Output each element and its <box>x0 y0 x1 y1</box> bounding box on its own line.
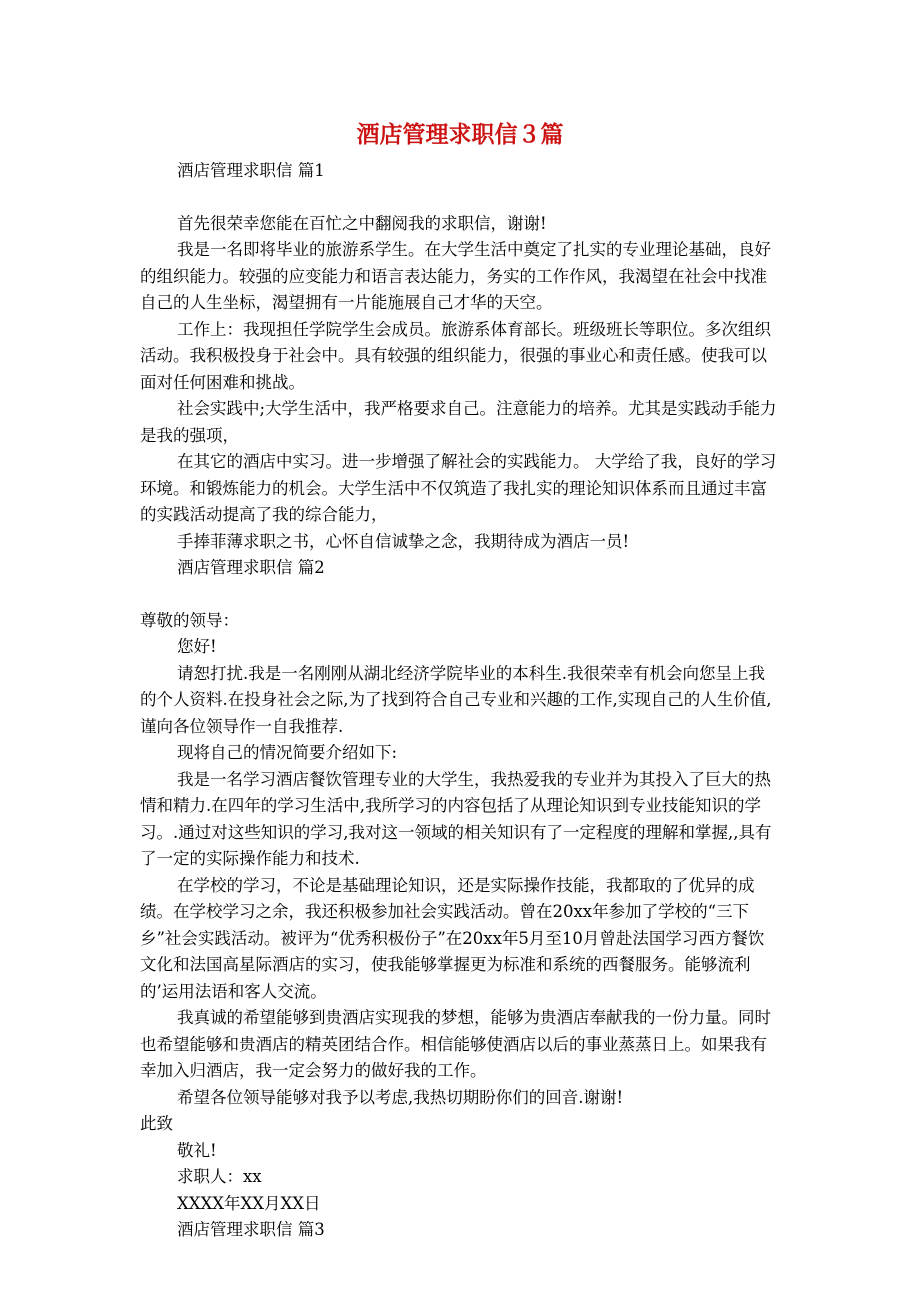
paragraph-social-practice: 社会实践中;大学生活中，我严格要求自己。注意能力的培养。尤其是实践动手能力是我的强项， <box>140 399 777 445</box>
document-body <box>140 158 780 1244</box>
section-heading-3: 酒店管理求职信 篇3 <box>177 1220 325 1239</box>
paragraph-greeting-thanks: 首先很荣幸您能在百忙之中翻阅我的求职信，谢谢! <box>177 213 547 233</box>
applicant-name: 求职人：xx <box>177 1167 262 1186</box>
section-heading-1: 酒店管理求职信 篇1 <box>177 161 325 180</box>
closing-jingli: 敬礼! <box>177 1140 217 1160</box>
paragraph-major: 我是一名学习酒店餐饮管理专业的大学生，我热爱我的专业并为其投入了巨大的热情和精力.在四年的学习生活中,我所学习的内容包括了从理论知识到专业技能知识的学习。.通过对这些知识的学习,我对这一领域的相关知识有了一定程度的理解和掌握,,具有了一定的实际操作能力和技术. <box>140 769 772 868</box>
section-heading-2: 酒店管理求职信 篇2 <box>177 558 325 577</box>
paragraph-internship: 在其它的酒店中实习。进一步增强了解社会的实践能力。 大学给了我，良好的学习环境。和锻炼能力的机会。大学生活中不仅筑造了我扎实的理论知识体系而且通过丰富的实践活动提高了我的综合能力， <box>140 452 777 524</box>
paragraph-hope: 我真诚的希望能够到贵酒店实现我的梦想，能够为贵酒店奉献我的一份力量。同时也希望能够和贵酒店的精英团结合作。相信能够使酒店以后的事业蒸蒸日上。如果我有幸加入归酒店，我一定会努力的做好我的工作。 <box>140 1008 771 1080</box>
paragraph-self-recommend: 请恕打扰.我是一名刚刚从湖北经济学院毕业的本科生.我很荣幸有机会向您呈上我的个人资料.在投身社会之际,为了找到符合自己专业和兴趣的工作,实现自己的人生价值,谨向各位领导作一自我推荐. <box>140 663 772 736</box>
document-title: 酒店管理求职信３篇 <box>356 122 564 148</box>
greeting: 您好! <box>177 637 217 656</box>
paragraph-closing-1: 手捧菲薄求职之书，心怀自信诚挚之念，我期待成为酒店一员! <box>177 531 630 551</box>
paragraph-brief-intro: 现将自己的情况简要介绍如下: <box>177 743 398 762</box>
blank-line <box>140 185 780 211</box>
paragraph-work: 工作上：我现担任学院学生会成员。旅游系体育部长。班级班长等职位。多次组织活动。我积极投身于社会中。具有较强的组织能力，很强的事业心和责任感。使我可以面对任何困难和挑战。 <box>140 319 771 392</box>
letter-date: XXXX年XX月XX日 <box>177 1193 321 1213</box>
salutation: 尊敬的领导： <box>140 610 239 630</box>
paragraph-achievements: 在学校的学习，不论是基础理论知识，还是实际操作技能，我都取的了优异的成绩。在学校学习之余，我还积极参加社会实践活动。曾在20xx年参加了学校的“三下乡”社会实践活动。被评为“优秀积极份子”在20xx年5月至10月曾赴法国学习西方餐饮文化和法国高星际酒店的实习，使我能够掌握更为标准和系统的西餐服务。能够流利的’运用法语和客人交流。 <box>140 875 765 1001</box>
paragraph-request: 希望各位领导能够对我予以考虑,我热切期盼你们的回音.谢谢! <box>177 1087 624 1107</box>
blank-line <box>140 582 780 608</box>
closing-cizhi: 此致 <box>140 1114 173 1133</box>
paragraph-intro: 我是一名即将毕业的旅游系学生。在大学生活中奠定了扎实的专业理论基础，良好的组织能力。较强的应变能力和语言表达能力，务实的工作作风，我渴望在社会中找准自己的人生坐标，渴望拥有一片能施展自己才华的天空。 <box>140 240 771 312</box>
